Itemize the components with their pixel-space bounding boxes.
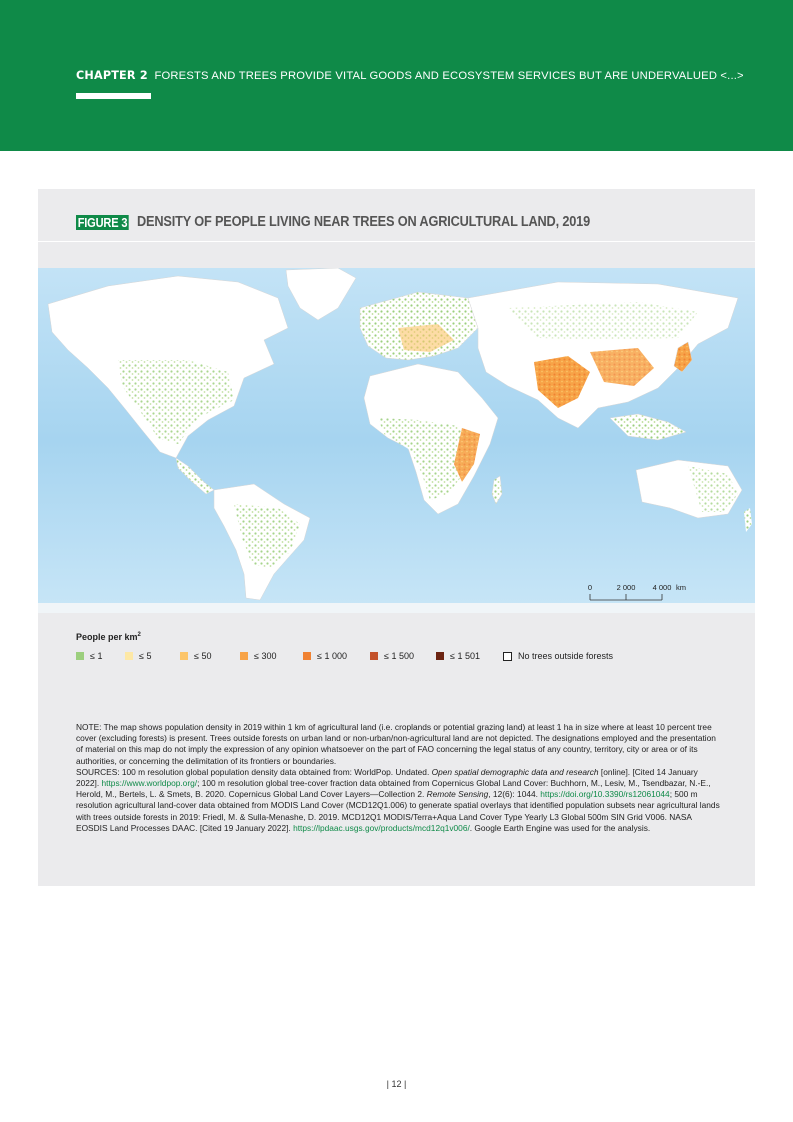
scale-tick-0: 0	[587, 583, 593, 592]
chapter-title: FORESTS AND TREES PROVIDE VITAL GOODS AND ECOSYSTEM SERVICES BUT ARE UNDERVALUED <...>	[154, 70, 744, 82]
legend-item	[436, 651, 480, 661]
legend-item	[125, 651, 151, 661]
sources-italic: Remote Sensing	[426, 789, 489, 800]
legend-label: ≤ 50	[194, 651, 212, 661]
scale-tick-4000: 4 000	[652, 583, 672, 592]
legend-label: ≤ 5	[139, 651, 152, 661]
legend-swatch	[180, 652, 188, 660]
legend-item	[303, 651, 347, 661]
world-map-svg	[38, 268, 755, 613]
legend-swatch	[125, 652, 133, 660]
page-number: | 12 |	[386, 1079, 407, 1089]
legend-swatch	[303, 652, 311, 660]
sources-text: [online]. [Cited 14 January 2022].	[76, 766, 698, 789]
figure-note	[76, 722, 721, 834]
doi-link[interactable]: https://doi.org/10.3390/rs12061044	[540, 789, 670, 800]
asia-north-trees	[508, 302, 698, 340]
figure-tag: FIGURE 3	[77, 215, 128, 230]
legend-title-sup: 2	[137, 632, 141, 638]
legend-title	[76, 632, 141, 642]
legend-label: ≤ 1	[90, 651, 103, 661]
sources-text: , 12(6): 1044.	[488, 789, 541, 800]
world-map	[38, 268, 755, 613]
sources-text: ; 100 m resolution global tree-cover fraction data obtained from Copernicus Global Land Cover: Buchhorn, M., Lesiv, M., Tsendbazar, N.-E., Herold, M., Bertels, L. & Smets, B. 2020. Copernicus Global Land Cover Layers—Collection 2.	[76, 778, 711, 800]
legend-label: ≤ 1 500	[384, 651, 414, 661]
legend-swatch	[240, 652, 248, 660]
scale-unit: km	[676, 583, 686, 592]
legend-label: ≤ 300	[254, 651, 277, 661]
legend-item	[503, 651, 613, 661]
legend-label: ≤ 1 501	[450, 651, 480, 661]
sources-text: SOURCES: 100 m resolution global population density data obtained from: WorldPop. Undated.	[76, 766, 432, 777]
legend-item	[76, 651, 102, 661]
figure-title: DENSITY OF PEOPLE LIVING NEAR TREES ON AGRICULTURAL LAND, 2019	[137, 214, 591, 230]
antarctica	[38, 603, 755, 613]
worldpop-link[interactable]: https://www.worldpop.org/	[101, 778, 198, 789]
sources-text: ; 500 m resolution agricultural land-cover data obtained from MODIS Land Cover (MCD12Q1.006) to generate spatial overlays that identified population subsets near agricultural lands with trees outside forests in 2019: Friedl, M. & Sulla-Menashe, D. 2019. MCD12Q1 MODIS/Terra+Aqua Land Cover Type Yearly L3 Global 500m SIN Grid V006. NASA EOSDIS Land Processes DAAC. [Cited 19 January 2022].	[76, 789, 720, 833]
legend-label: ≤ 1 000	[317, 651, 347, 661]
legend-swatch	[370, 652, 378, 660]
chapter-heading	[76, 69, 744, 82]
legend-swatch	[76, 652, 84, 660]
chapter-label: CHAPTER 2	[76, 69, 148, 82]
sources-text: . Google Earth Engine was used for the analysis.	[469, 822, 651, 833]
scale-tick-2000: 2 000	[616, 583, 636, 592]
figure-header	[38, 189, 755, 242]
legend-title-text: People per km	[76, 632, 138, 642]
lpdaac-link[interactable]: https://lpdaac.usgs.gov/products/mcd12q1v006/	[293, 822, 470, 833]
legend-label: No trees outside forests	[518, 651, 614, 661]
sources-italic: Open spatial demographic data and research	[431, 766, 599, 777]
sources-paragraph	[76, 767, 721, 834]
legend-swatch	[503, 652, 512, 661]
legend-swatch	[436, 652, 444, 660]
legend-item	[370, 651, 414, 661]
chapter-header	[0, 0, 793, 151]
header-accent-bar	[76, 93, 151, 99]
note-paragraph: NOTE: The map shows population density in 2019 within 1 km of agricultural land (i.e. croplands or potential grazing land) at least 1 ha in size where at least 10 percent tree cover (excluding forests) is present. Trees outside forests on urban land or non-urban/non-agricultural land are not depicted. The designations employed and the presentation of material on this map do not imply the expression of any opinion whatsoever on the part of FAO concerning the legal status of any country, territory, city or area or of its authorities, or concerning the delimitation of its frontiers or boundaries.	[76, 722, 716, 766]
legend-item	[240, 651, 276, 661]
legend-item	[180, 651, 211, 661]
